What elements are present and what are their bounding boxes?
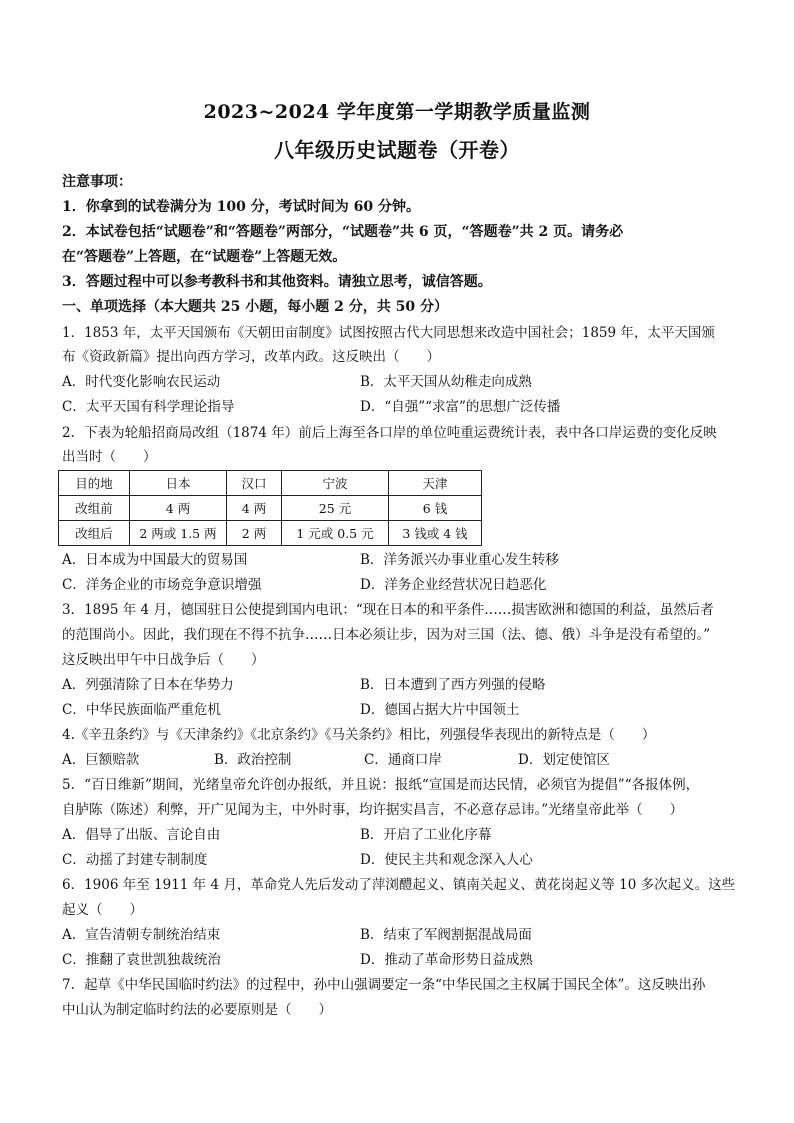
q1-option-b: B．太平天国从幼稚走向成熟 [360,374,532,390]
q2-option-d: D．洋务企业经营状况日趋恶化 [360,577,547,593]
section-heading: 一、单项选择（本大题共 25 小题，每小题 2 分，共 50 分） [62,299,448,315]
q3-option-d: D．德国占据大片中国领土 [360,702,520,718]
note-item-3: 3．答题过程中可以参考教科书和其他资料。请独立思考，诚信答题。 [62,274,492,290]
q1-stem-line-1: 1．1853 年，太平天国颁布《天朝田亩制度》试图按照古代大同思想来改造中国社会；1859 年，太平天国颁 [62,325,715,341]
q7-stem-line-1: 7．起草《中华民国临时约法》的过程中，孙中山强调要定一条“中华民国之主权属于国民全体”。这反映出孙 [62,977,706,993]
q6-option-c: C．推翻了袁世凯独裁统治 [62,952,221,968]
q3-option-a: A．列强清除了日本在华势力 [62,677,234,693]
q3-stem-line-1: 3．1895 年 4 月，德国驻日公使提到国内电讯：“现在日本的和平条件……损害欧洲和德国的利益，虽然后者 [62,602,714,618]
q5-option-d: D．使民主共和观念深入人心 [360,852,533,868]
table-cell: 25 元 [282,496,389,521]
q3-stem-line-3: 这反映出甲午中日战争后（ ） [62,652,265,668]
q6-stem-line-2: 起义（ ） [62,902,143,918]
notes-heading: 注意事项： [62,174,132,190]
q5-stem-line-2: 自胪陈（陈述）利弊，开广见闻为主，中外时事，均许据实昌言，不必意存忌讳。”光绪皇帝此举（ ） [62,802,684,818]
note-item-2-cont: 在“答题卷”上答题，在“试题卷”上答题无效。 [62,249,347,265]
q1-option-d: D．“自强”“求富”的思想广泛传播 [360,399,561,415]
exam-subtitle: 八年级历史试题卷（开卷） [274,138,520,162]
q6-option-d: D．推动了革命形势日益成熟 [360,952,533,968]
q2-option-a: A．日本成为中国最大的贸易国 [62,552,248,568]
q2-stem-line-1: 2．下表为轮船招商局改组（1874 年）前后上海至各口岸的单位吨重运费统计表，表中各口岸运费的变化反映 [62,425,717,441]
table-row [59,521,482,546]
q6-option-b: B．结束了军阀割据混战局面 [360,927,532,943]
q6-stem-line-1: 6．1906 年至 1911 年 4 月，革命党人先后发动了萍浏醴起义、镇南关起义、黄花岗起义等 10 多次起义。这些 [62,877,736,893]
table-cell: 1 元或 0.5 元 [282,521,389,546]
table-cell: 4 两 [130,496,227,521]
table-cell: 改组后 [59,521,130,546]
q2-option-b: B．洋务派兴办事业重心发生转移 [360,552,559,568]
table-header-cell: 目的地 [59,471,130,496]
table-cell: 2 两 [227,521,282,546]
q4-option-b: B．政治控制 [214,752,292,768]
q4-stem: 4.《辛丑条约》与《天津条约》《北京条约》《马关条约》相比，列强侵华表现出的新特点是（ ） [62,727,656,743]
q3-stem-line-2: 的范围尚小。因此，我们现在不得不抗争……日本必须让步，因为对三国（法、德、俄）斗争是没有希望的。” [62,627,711,643]
q5-option-c: C．动摇了封建专制制度 [62,852,208,868]
q1-option-c: C．太平天国有科学理论指导 [62,399,235,415]
note-item-2: 2．本试卷包括“试题卷”和“答题卷”两部分，“试题卷”共 6 页，“答题卷”共 2 页。请务必 [62,224,624,240]
table-cell: 3 钱或 4 钱 [389,521,482,546]
table-cell: 4 两 [227,496,282,521]
freight-table [58,470,482,546]
table-cell: 2 两或 1.5 两 [130,521,227,546]
table-header-cell: 宁波 [282,471,389,496]
q4-option-c: C．通商口岸 [364,752,442,768]
table-cell: 改组前 [59,496,130,521]
note-item-1: 1．你拿到的试卷满分为 100 分，考试时间为 60 分钟。 [62,199,420,215]
table-cell: 6 钱 [389,496,482,521]
q1-option-a: A．时代变化影响农民运动 [62,374,221,390]
table-header-cell: 天津 [389,471,482,496]
q4-option-a: A．巨额赔款 [62,752,140,768]
q5-option-a: A．倡导了出版、言论自由 [62,827,221,843]
table-row [59,496,482,521]
q3-option-c: C．中华民族面临严重危机 [62,702,221,718]
table-header-cell: 日本 [130,471,227,496]
q4-option-d: D．划定使馆区 [518,752,610,768]
q1-stem-line-2: 布《资政新篇》提出向西方学习，改革内政。这反映出（ ） [62,349,440,365]
table-header-cell: 汉口 [227,471,282,496]
q6-option-a: A．宣告清朝专制统治结束 [62,927,221,943]
q7-stem-line-2: 中山认为制定临时约法的必要原则是（ ） [62,1002,332,1018]
q2-option-c: C．洋务企业的市场竞争意识增强 [62,577,262,593]
table-header-row [59,471,482,496]
q5-option-b: B．开启了工业化序幕 [360,827,492,843]
q5-stem-line-1: 5．“百日维新”期间，光绪皇帝允许创办报纸，并且说：报纸“宣国是而达民情，必须官为提倡”“各报体例， [62,777,700,793]
exam-title: 2023~2024 学年度第一学期教学质量监测 [203,101,591,123]
q2-stem-line-2: 出当时（ ） [62,449,157,465]
q3-option-b: B．日本遭到了西方列强的侵略 [360,677,546,693]
